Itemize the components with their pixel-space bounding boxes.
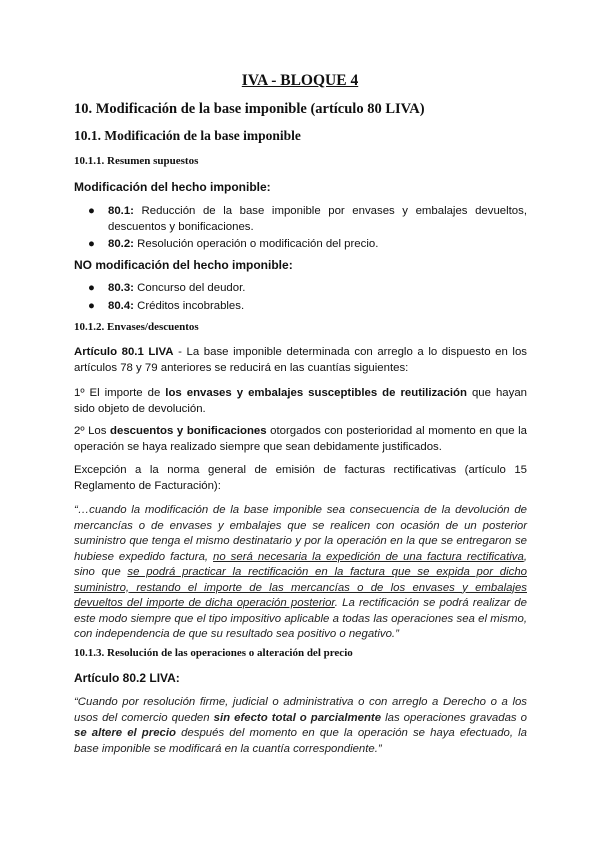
quote-reglamento: “…cuando la modificación de la base imponible sea consecuencia de la devolución de mercancías o de envases y embalajes que se realicen con ocasión de un posterior suministro que tenga el mismo destinatario y por la operación en la que se entregaron se hubiese expedido factura, no será necesaria la expedición de una factura rectificativa, sino que se podrá practicar la rectificación en la factura que se expida por dicho suministro, restando el importe de las mercancías o de los envases y embalajes devueltos del importe de dicha operación posterior. La rectificación se podrá realizar de este modo siempre que el tipo impositivo aplicable a todas las operaciones sea el mismo, con independencia de que su resultado sea positivo o negativo.” xyxy=(74,504,527,640)
mod-heading: Modificación del hecho imponible: xyxy=(74,180,271,194)
quote-article-80-2: “Cuando por resolución firme, judicial o administrativa o con arreglo a Derecho o a los usos del comercio queden sin efecto total o parcialmente las operaciones gravadas o se altere el precio después del momento en que la operación se haya efectuado, la base imponible se modificará en la cuantía correspondiente.” xyxy=(74,696,527,755)
list-item: ● 80.1: Reducción de la base imponible por envases y embalajes devueltos, descuentos y bonificaciones. xyxy=(88,205,527,233)
point-2-paragraph: 2º Los descuentos y bonificaciones otorgados con posterioridad al momento en que la operación se haya realizado siempre que sean debidamente justificados. xyxy=(74,425,527,453)
nomod-list xyxy=(86,281,527,316)
nomod-heading: NO modificación del hecho imponible: xyxy=(74,258,293,272)
section-10-1-heading: 10.1. Modificación de la base imponible xyxy=(74,128,301,143)
list-item: ● 80.4: Créditos incobrables. xyxy=(88,299,245,312)
mod-list xyxy=(86,204,527,255)
point-1-paragraph: 1º El importe de los envases y embalajes susceptibles de reutilización que hayan sido objeto de devolución. xyxy=(74,387,527,415)
page-title: IVA - BLOQUE 4 xyxy=(241,72,359,89)
section-10-1-1-heading: 10.1.1. Resumen supuestos xyxy=(74,155,199,167)
article-80-2-label: Artículo 80.2 LIVA: xyxy=(74,671,180,685)
section-10-1-3-heading: 10.1.3. Resolución de las operaciones o alteración del precio xyxy=(74,647,353,659)
section-10-heading: 10. Modificación de la base imponible (artículo 80 LIVA) xyxy=(74,101,425,117)
section-10-1-2-heading: 10.1.2. Envases/descuentos xyxy=(74,321,199,333)
article-80-1-paragraph: Artículo 80.1 LIVA - La base imponible determinada con arreglo a lo dispuesto en los artículos 78 y 79 anteriores se reducirá en las cuantías siguientes: xyxy=(74,346,527,374)
list-item: ● 80.2: Resolución operación o modificación del precio. xyxy=(88,238,379,250)
list-item: ● 80.3: Concurso del deudor. xyxy=(88,282,246,294)
exception-paragraph: Excepción a la norma general de emisión de facturas rectificativas (artículo 15 Reglamento de Facturación): xyxy=(74,464,527,492)
